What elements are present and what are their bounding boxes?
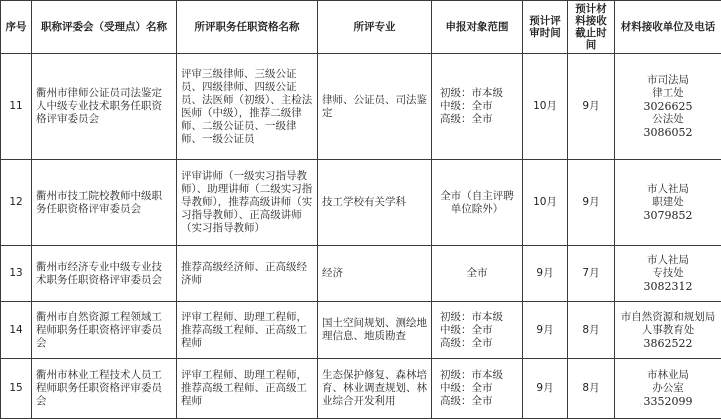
title-names: 评审工程师、助理工程师，推荐高级工程师、正高级工程师 xyxy=(177,302,318,359)
specialty: 国土空间规划、测绘地理信息、地质勘查 xyxy=(318,302,432,359)
header-deadline: 预计材料接收截止时间 xyxy=(568,1,615,54)
receiver-contact xyxy=(615,54,721,160)
table-row xyxy=(1,54,721,160)
specialty: 律师、公证员、司法鉴定 xyxy=(318,54,432,160)
applicant-scope: 全市（自主评聘单位除外） xyxy=(432,160,523,246)
receiver-contact xyxy=(615,160,721,246)
deadline: 7月 xyxy=(568,246,615,302)
receiver-unit: 市自然资源和规划局 xyxy=(619,311,717,324)
review-time: 9月 xyxy=(523,302,568,359)
table-row xyxy=(1,302,721,359)
receiver-unit: 市林业局 xyxy=(619,369,717,382)
specialty: 生态保护修复、森林培育、林业调查规划、林业综合开发利用 xyxy=(318,359,432,419)
receiver-phone: 3862522 xyxy=(619,337,717,350)
title-names: 评审工程师、助理工程师，推荐高级工程师、正高级工程师 xyxy=(177,359,318,419)
receiver-unit: 市司法局 xyxy=(619,74,717,87)
review-time: 10月 xyxy=(523,160,568,246)
row-no: 15 xyxy=(1,359,32,419)
scope-line: 中级：全市 xyxy=(436,100,518,113)
receiver-dept: 办公室 xyxy=(619,382,717,395)
receiver-dept: 专技处 xyxy=(619,267,717,280)
row-no: 12 xyxy=(1,160,32,246)
receiver-dept: 公法处 xyxy=(619,113,717,126)
title-names: 评审讲师（一级实习指导教师）、助理讲师（二级实习指导教师），推荐高级讲师（实习指导教师）、正高级讲师（实习指导教师） xyxy=(177,160,318,246)
receiver-unit: 市人社局 xyxy=(619,254,717,267)
applicant-scope xyxy=(432,54,523,160)
header-scope: 申报对象范围 xyxy=(432,1,523,54)
specialty: 技工学校有关学科 xyxy=(318,160,432,246)
row-no: 14 xyxy=(1,302,32,359)
review-time: 10月 xyxy=(523,54,568,160)
receiver-phone: 3079852 xyxy=(619,209,717,222)
scope-line: 高级：全市 xyxy=(436,337,518,350)
deadline: 9月 xyxy=(568,54,615,160)
header-row xyxy=(1,1,721,54)
deadline: 9月 xyxy=(568,160,615,246)
committee-name: 衢州市经济专业中级专业技术职务任职资格评审委员会 xyxy=(32,246,177,302)
scope-line: 高级：全市 xyxy=(436,113,518,126)
receiver-dept: 律工处 xyxy=(619,87,717,100)
receiver-phone: 3352099 xyxy=(619,395,717,408)
applicant-scope xyxy=(432,302,523,359)
header-committee: 职称评委会（受理点）名称 xyxy=(32,1,177,54)
title-names: 推荐高级经济师、正高级经济师 xyxy=(177,246,318,302)
receiver-phone: 3086052 xyxy=(619,126,717,139)
table-row xyxy=(1,160,721,246)
committee-name: 衢州市自然资源工程领域工程师职务任职资格评审委员会 xyxy=(32,302,177,359)
receiver-dept: 职建处 xyxy=(619,196,717,209)
scope-line: 中级：全市 xyxy=(436,382,518,395)
scope-line: 初级：市本级 xyxy=(436,87,518,100)
receiver-phone: 3082312 xyxy=(619,280,717,293)
scope-line: 高级：全市 xyxy=(436,395,518,408)
committee-name: 衢州市林业工程技术人员工程师职务任职资格评审委员会 xyxy=(32,359,177,419)
row-no: 13 xyxy=(1,246,32,302)
specialty: 经济 xyxy=(318,246,432,302)
header-review-time: 预计评审时间 xyxy=(523,1,568,54)
scope-line: 初级：市本级 xyxy=(436,369,518,382)
receiver-contact xyxy=(615,302,721,359)
header-no: 序号 xyxy=(1,1,32,54)
receiver-dept: 人事教育处 xyxy=(619,324,717,337)
header-receiver: 材料接收单位及电话 xyxy=(615,1,721,54)
receiver-unit: 市人社局 xyxy=(619,183,717,196)
review-time: 9月 xyxy=(523,359,568,419)
header-titles: 所评职务任职资格名称 xyxy=(177,1,318,54)
deadline: 8月 xyxy=(568,302,615,359)
row-no: 11 xyxy=(1,54,32,160)
title-names: 评审三级律师、三级公证员、四级律师、四级公证员、法医师（初级）、主检法医师（中级），推荐二级律师、二级公证员、一级律师、一级公证员 xyxy=(177,54,318,160)
review-time: 9月 xyxy=(523,246,568,302)
committee-name: 衢州市律师公证员司法鉴定人中级专业技术职务任职资格评审委员会 xyxy=(32,54,177,160)
receiver-phone: 3026625 xyxy=(619,100,717,113)
header-specialty: 所评专业 xyxy=(318,1,432,54)
scope-line: 中级：全市 xyxy=(436,324,518,337)
table-row xyxy=(1,246,721,302)
deadline: 8月 xyxy=(568,359,615,419)
committee-name: 衢州市技工院校教师中级职务任职资格评审委员会 xyxy=(32,160,177,246)
applicant-scope: 全市 xyxy=(432,246,523,302)
scope-line: 初级：市本级 xyxy=(436,311,518,324)
receiver-contact xyxy=(615,246,721,302)
